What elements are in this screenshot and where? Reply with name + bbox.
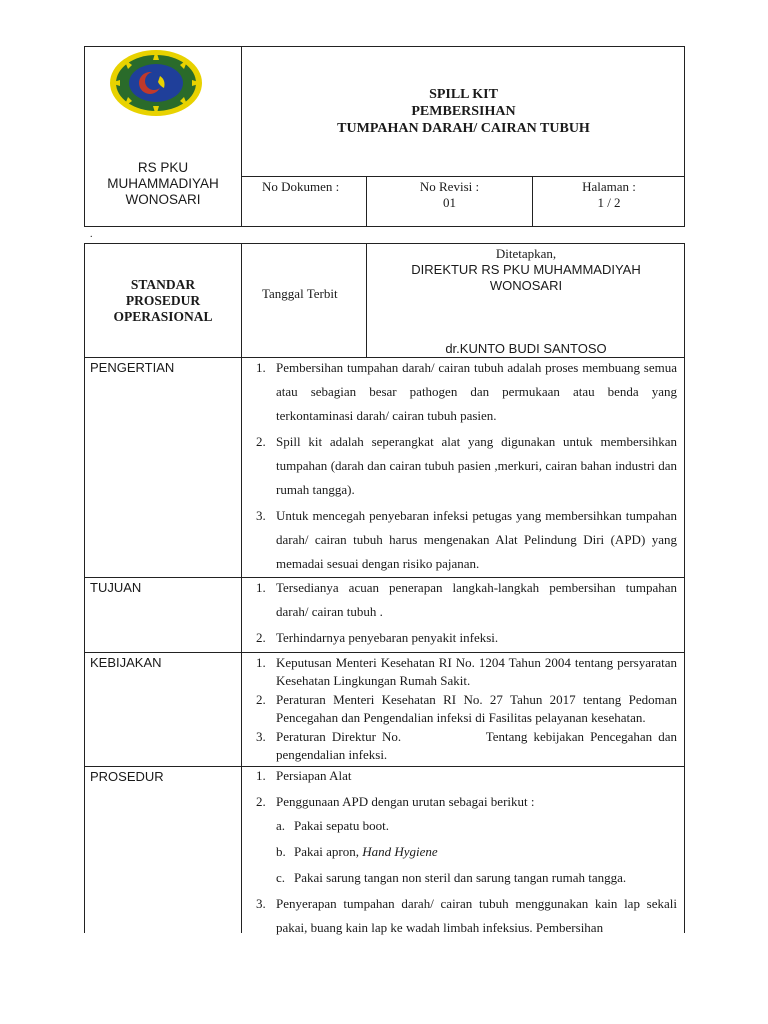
spo-type-line-3: OPERASIONAL <box>113 309 213 324</box>
prosedur-list <box>256 764 677 942</box>
kebijakan-item-1: Keputusan Menteri Kesehatan RI No. 1204 Tahun 2004 tentang persyaratan Kesehatan Lingkungan Rumah Sakit. <box>276 655 677 688</box>
kebijakan-label: KEBIJAKAN <box>90 655 162 670</box>
list-item: 3. Penyerapan tumpahan darah/ cairan tubuh menggunakan kain lap sekali pakai, buang kain lap ke wadah limbah infeksius. Pembersihan <box>256 896 677 935</box>
list-item: a. Pakai sepatu boot. <box>276 818 389 833</box>
header-row-divider <box>241 176 685 177</box>
prosedur-item-3: Penyerapan tumpahan darah/ cairan tubuh menggunakan kain lap sekali pakai, buang kain lap ke wadah limbah infeksius. Pembersihan <box>276 896 677 935</box>
institution-name <box>86 160 240 208</box>
no-revisi-label: No Revisi : <box>419 179 480 194</box>
row-divider-kebijakan <box>84 652 685 653</box>
no-dokumen-label: No Dokumen : <box>262 179 340 194</box>
prosedur-label: PROSEDUR <box>90 769 164 784</box>
list-item: 3. Peraturan Direktur No. Tentang kebijakan Pencegahan dan pengendalian infeksi. <box>256 729 681 762</box>
spo-type-line-1: STANDAR <box>130 277 196 292</box>
title-line-3: TUMPAHAN DARAH/ CAIRAN TUBUH <box>337 121 590 136</box>
spo-type-label <box>86 277 240 325</box>
pengertian-item-2: Spill kit adalah seperangkat alat yang digunakan untuk membersihkan tumpahan (darah dan cairan tubuh pasien ,merkuri, cairan bahan industri dan rumah tangga). <box>276 434 677 497</box>
ditetapkan-label: Ditetapkan, <box>495 246 557 261</box>
prosedur-sublist <box>276 814 677 890</box>
list-item: 1. Tersedianya acuan penerapan langkah-langkah pembersihan tumpahan darah/ cairan tubuh . <box>256 580 677 619</box>
separator-mark: . <box>90 229 93 240</box>
list-item: 2. Penggunaan APD dengan urutan sebagai berikut : a. Pakai sepatu boot. b. Pakai apron, Hand Hygiene c. Pakai sarung tangan non steril dan sarung tangan rumah tangga. <box>256 790 677 890</box>
no-revisi-value: 01 <box>443 195 456 210</box>
kebijakan-list <box>256 654 681 765</box>
institution-line-3: WONOSARI <box>125 192 201 207</box>
list-item: 1. Pembersihan tumpahan darah/ cairan tubuh adalah proses membuang semua atau sebagian besar pathogen dan permukaan atau benda yang terkontaminasi darah/ cairan tubuh pasien. <box>256 360 677 423</box>
title-line-2: PEMBERSIHAN <box>411 104 516 119</box>
kebijakan-item-2: Peraturan Menteri Kesehatan RI No. 27 Tahun 2017 tentang Pedoman Pencegahan dan Pengendalian infeksi di Fasilitas pelayanan kesehatan. <box>276 692 677 725</box>
list-item: c. Pakai sarung tangan non steril dan sarung tangan rumah tangga. <box>276 870 627 885</box>
pengertian-item-1: Pembersihan tumpahan darah/ cairan tubuh adalah proses membuang semua atau sebagian besar pathogen dan permukaan atau benda yang terkontaminasi darah/ cairan tubuh pasien. <box>276 360 677 423</box>
prosedur-item-2: Penggunaan APD dengan urutan sebagai berikut : <box>276 794 535 809</box>
halaman-value: 1 / 2 <box>597 195 621 210</box>
document-title <box>242 86 685 137</box>
pengertian-list <box>256 356 677 578</box>
institution-line-2: MUHAMMADIYAH <box>107 176 219 191</box>
prosedur-sub-a: Pakai sepatu boot. <box>294 818 389 833</box>
spo-left-divider <box>241 243 242 933</box>
tujuan-item-1: Tersedianya acuan penerapan langkah-langkah pembersihan tumpahan darah/ cairan tubuh . <box>276 580 677 619</box>
list-item: 2. Terhindarnya penyebaran penyakit infeksi. <box>256 630 499 645</box>
kebijakan-item-3: Peraturan Direktur No. Tentang kebijakan Pencegahan dan pengendalian infeksi. <box>276 729 681 762</box>
list-item: 1. Keputusan Menteri Kesehatan RI No. 1204 Tahun 2004 tentang persyaratan Kesehatan Lingkungan Rumah Sakit. <box>256 655 677 688</box>
halaman-label: Halaman : <box>582 179 636 194</box>
direktur-title <box>367 262 685 294</box>
pengertian-item-3: Untuk mencegah penyebaran infeksi petugas yang membersihkan tumpahan darah/ cairan tubuh harus mengenakan Alat Pelindung Diri (APD) yang memadai sesuai dengan risiko pajanan. <box>276 508 677 571</box>
spo-type-line-2: PROSEDUR <box>125 293 201 308</box>
hospital-logo-icon <box>108 48 204 118</box>
prosedur-sub-b-italic: Hand Hygiene <box>362 844 438 859</box>
tujuan-item-2: Terhindarnya penyebaran penyakit infeksi. <box>276 630 499 645</box>
tujuan-list <box>256 576 677 652</box>
direktur-line-1: DIREKTUR RS PKU MUHAMMADIYAH <box>411 262 641 277</box>
list-item: b. Pakai apron, Hand Hygiene <box>276 844 438 859</box>
institution-line-1: RS PKU <box>137 160 189 175</box>
signatory-name: dr.KUNTO BUDI SANTOSO <box>445 341 607 356</box>
tanggal-terbit-label: Tanggal Terbit <box>262 286 338 301</box>
prosedur-sub-b-prefix: Pakai apron, <box>294 844 363 859</box>
list-item: 2. Spill kit adalah seperangkat alat yang digunakan untuk membersihkan tumpahan (darah dan cairan tubuh pasien ,merkuri, cairan bahan industri dan rumah tangga). <box>256 434 677 497</box>
list-item: 3. Untuk mencegah penyebaran infeksi petugas yang membersihkan tumpahan darah/ cairan tubuh harus mengenakan Alat Pelindung Diri (APD) yang memadai sesuai dengan risiko pajanan. <box>256 508 677 571</box>
list-item: 2. Peraturan Menteri Kesehatan RI No. 27 Tahun 2017 tentang Pedoman Pencegahan dan Pengendalian infeksi di Fasilitas pelayanan kesehatan. <box>256 692 677 725</box>
direktur-line-2: WONOSARI <box>489 278 563 293</box>
list-item: 1. Persiapan Alat <box>256 768 352 783</box>
pengertian-label: PENGERTIAN <box>90 360 175 375</box>
prosedur-sub-c: Pakai sarung tangan non steril dan sarung tangan rumah tangga. <box>294 870 627 885</box>
prosedur-item-1: Persiapan Alat <box>276 768 352 783</box>
tujuan-label: TUJUAN <box>90 580 142 595</box>
title-line-1: SPILL KIT <box>429 87 498 102</box>
